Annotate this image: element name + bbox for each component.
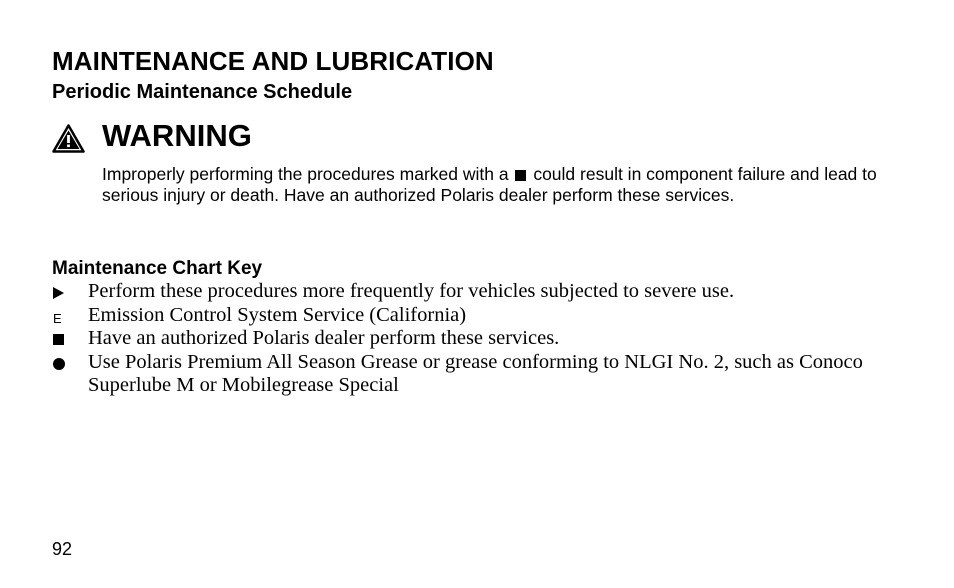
- chart-key-item: [52, 327, 912, 351]
- chart-key-text: Use Polaris Premium All Season Grease or grease conforming to NLGI No. 2, such as Conoco Superlube M or Mobilegrease Special: [88, 350, 863, 396]
- chart-key-text: Have an authorized Polaris dealer perform these services.: [88, 327, 560, 349]
- chart-key-text: Emission Control System Service (California): [88, 303, 467, 326]
- triangle-pointer-icon: [53, 287, 64, 299]
- page-number: 92: [52, 539, 73, 559]
- warning-heading: WARNING: [102, 118, 252, 153]
- circle-bullet-icon: [53, 358, 65, 370]
- warning-text-part-1: Improperly performing the procedures marked with a: [102, 164, 509, 184]
- square-bullet-icon: [53, 334, 64, 345]
- warning-text: [102, 164, 892, 205]
- section-title: MAINTENANCE AND LUBRICATION: [52, 46, 494, 76]
- chart-key-list: [52, 280, 912, 398]
- chart-key-item: [52, 304, 912, 328]
- warning-triangle-icon: [52, 124, 85, 153]
- chart-key-item: [52, 280, 912, 304]
- chart-key-title: Maintenance Chart Key: [52, 258, 263, 279]
- section-subtitle: Periodic Maintenance Schedule: [52, 81, 353, 103]
- emission-letter-symbol: E: [53, 310, 62, 326]
- square-bullet-icon: [515, 170, 526, 181]
- chart-key-item: [52, 351, 912, 398]
- chart-key-text: Perform these procedures more frequently for vehicles subjected to severe use.: [88, 280, 735, 302]
- warning-text-part-2: could result in component failure and lead to serious injury or death. Have an authorized Polaris dealer perform these services.: [102, 164, 877, 205]
